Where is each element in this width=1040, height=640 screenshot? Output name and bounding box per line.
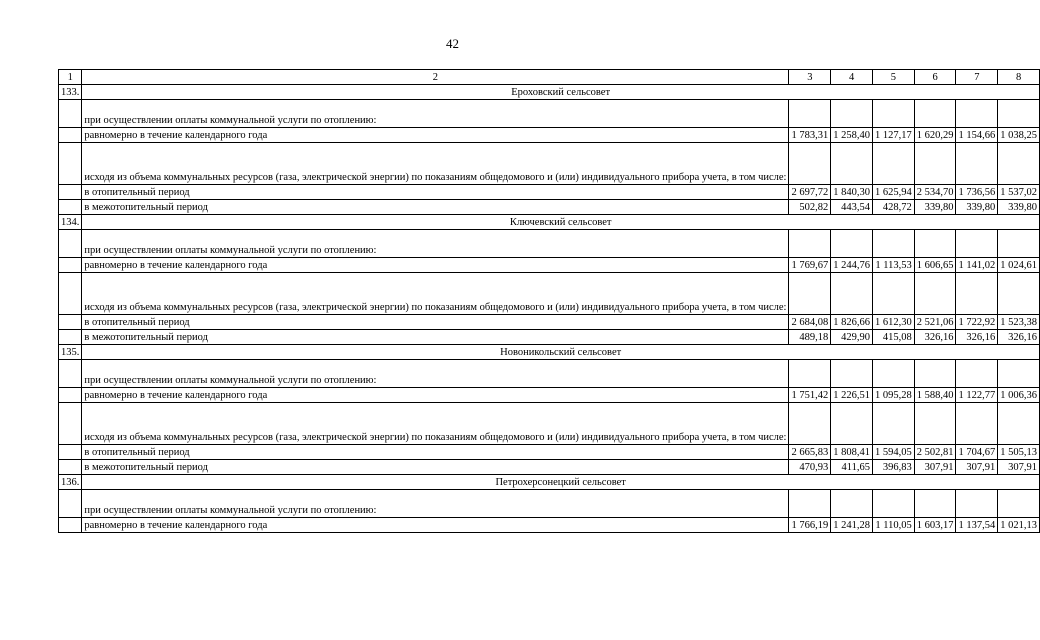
row-number-cell (59, 185, 82, 200)
tariff-value-col-6 (914, 143, 956, 185)
tariff-value-col-7 (956, 360, 998, 388)
tariff-value-col-6 (914, 490, 956, 518)
tariff-value-col-7: 1 141,02 (956, 258, 998, 273)
tariff-value-col-8 (998, 143, 1040, 185)
tariff-value-col-6 (914, 273, 956, 315)
table-row (59, 388, 1040, 403)
tariff-value-col-3 (789, 143, 831, 185)
tariff-value-col-5: 1 110,05 (872, 518, 914, 533)
row-number-cell (59, 273, 82, 315)
row-label: в отопительный период (82, 315, 789, 330)
tariff-value-col-7: 1 137,54 (956, 518, 998, 533)
column-number-3: 3 (789, 70, 831, 85)
tariff-value-col-5 (872, 230, 914, 258)
tariff-value-col-4: 1 241,28 (831, 518, 873, 533)
row-number-cell (59, 330, 82, 345)
table-row (59, 100, 1040, 128)
tariff-value-col-7 (956, 100, 998, 128)
tariff-value-col-3: 489,18 (789, 330, 831, 345)
table-row (59, 230, 1040, 258)
tariff-value-col-3: 470,93 (789, 460, 831, 475)
row-number-cell (59, 518, 82, 533)
page-number: 42 (446, 36, 459, 51)
table-row (59, 490, 1040, 518)
tariff-value-col-4: 1 826,66 (831, 315, 873, 330)
tariff-value-col-7: 326,16 (956, 330, 998, 345)
tariff-value-col-8: 307,91 (998, 460, 1040, 475)
tariff-value-col-4: 1 244,76 (831, 258, 873, 273)
row-number-cell (59, 230, 82, 258)
tariff-value-col-8: 1 523,38 (998, 315, 1040, 330)
tariff-value-col-5: 1 625,94 (872, 185, 914, 200)
row-number-cell (59, 460, 82, 475)
tariff-value-col-8: 339,80 (998, 200, 1040, 215)
section-number: 135. (59, 345, 82, 360)
tariff-value-col-4 (831, 490, 873, 518)
row-number-cell (59, 258, 82, 273)
table-row (59, 518, 1040, 533)
tariff-value-col-8: 1 024,61 (998, 258, 1040, 273)
tariff-value-col-3 (789, 230, 831, 258)
tariff-value-col-3 (789, 490, 831, 518)
tariff-value-col-8 (998, 230, 1040, 258)
row-label: при осуществлении оплаты коммунальной услуги по отоплению: (82, 360, 789, 388)
column-number-8: 8 (998, 70, 1040, 85)
tariff-value-col-3 (789, 360, 831, 388)
tariff-table-body (59, 70, 1040, 533)
row-label: равномерно в течение календарного года (82, 258, 789, 273)
tariff-value-col-5: 396,83 (872, 460, 914, 475)
tariff-value-col-8: 1 505,13 (998, 445, 1040, 460)
tariff-value-col-6: 2 502,81 (914, 445, 956, 460)
row-number-cell (59, 403, 82, 445)
row-number-cell (59, 128, 82, 143)
row-label: исходя из объема коммунальных ресурсов (газа, электрической энергии) по показаниям общедомового и (или) индивидуального прибора учета, в том числе: (82, 403, 789, 445)
table-row (59, 185, 1040, 200)
tariff-value-col-6 (914, 230, 956, 258)
tariff-value-col-3: 502,82 (789, 200, 831, 215)
tariff-value-col-3 (789, 100, 831, 128)
tariff-value-col-6 (914, 403, 956, 445)
tariff-value-col-5: 428,72 (872, 200, 914, 215)
tariff-value-col-7: 1 722,92 (956, 315, 998, 330)
row-number-cell (59, 445, 82, 460)
column-number-7: 7 (956, 70, 998, 85)
table-row (59, 445, 1040, 460)
tariff-value-col-8 (998, 490, 1040, 518)
tariff-value-col-4: 1 840,30 (831, 185, 873, 200)
row-number-cell (59, 360, 82, 388)
row-label: в межотопительный период (82, 330, 789, 345)
tariff-value-col-7 (956, 143, 998, 185)
tariff-value-col-3: 2 684,08 (789, 315, 831, 330)
tariff-value-col-5: 1 095,28 (872, 388, 914, 403)
tariff-value-col-5: 1 113,53 (872, 258, 914, 273)
section-title: Новоникольский сельсовет (82, 345, 1040, 360)
tariff-value-col-3: 1 783,31 (789, 128, 831, 143)
tariff-value-col-6: 1 620,29 (914, 128, 956, 143)
row-label: в отопительный период (82, 185, 789, 200)
tariff-value-col-5 (872, 273, 914, 315)
tariff-value-col-3: 1 751,42 (789, 388, 831, 403)
table-row (59, 460, 1040, 475)
tariff-value-col-4: 411,65 (831, 460, 873, 475)
tariff-value-col-8: 1 021,13 (998, 518, 1040, 533)
tariff-value-col-7: 1 704,67 (956, 445, 998, 460)
tariff-value-col-4: 1 808,41 (831, 445, 873, 460)
tariff-value-col-3 (789, 273, 831, 315)
table-row (59, 128, 1040, 143)
tariff-value-col-5: 1 594,05 (872, 445, 914, 460)
tariff-value-col-8: 326,16 (998, 330, 1040, 345)
tariff-value-col-8 (998, 403, 1040, 445)
tariff-value-col-5 (872, 403, 914, 445)
tariff-value-col-5: 1 612,30 (872, 315, 914, 330)
row-label: при осуществлении оплаты коммунальной услуги по отоплению: (82, 490, 789, 518)
row-label: при осуществлении оплаты коммунальной услуги по отоплению: (82, 100, 789, 128)
row-number-cell (59, 315, 82, 330)
tariff-value-col-7 (956, 230, 998, 258)
section-title: Петрохерсонецкий сельсовет (82, 475, 1040, 490)
section-number: 133. (59, 85, 82, 100)
tariff-value-col-3: 1 769,67 (789, 258, 831, 273)
tariff-value-col-3 (789, 403, 831, 445)
column-number-1: 1 (59, 70, 82, 85)
tariff-value-col-6: 2 534,70 (914, 185, 956, 200)
row-number-cell (59, 490, 82, 518)
tariff-value-col-7: 1 154,66 (956, 128, 998, 143)
section-row (59, 345, 1040, 360)
tariff-value-col-7: 339,80 (956, 200, 998, 215)
tariff-value-col-8 (998, 360, 1040, 388)
row-label: равномерно в течение календарного года (82, 128, 789, 143)
tariff-value-col-6: 2 521,06 (914, 315, 956, 330)
tariff-value-col-8: 1 038,25 (998, 128, 1040, 143)
table-row (59, 200, 1040, 215)
tariff-value-col-5 (872, 143, 914, 185)
tariff-value-col-6: 326,16 (914, 330, 956, 345)
row-label: исходя из объема коммунальных ресурсов (газа, электрической энергии) по показаниям общедомового и (или) индивидуального прибора учета, в том числе: (82, 143, 789, 185)
section-row (59, 475, 1040, 490)
tariff-value-col-5 (872, 490, 914, 518)
tariff-value-col-6: 339,80 (914, 200, 956, 215)
tariff-value-col-8: 1 006,36 (998, 388, 1040, 403)
tariff-value-col-8 (998, 273, 1040, 315)
tariff-value-col-3: 1 766,19 (789, 518, 831, 533)
table-row (59, 143, 1040, 185)
tariff-value-col-7: 1 736,56 (956, 185, 998, 200)
tariff-value-col-6 (914, 360, 956, 388)
tariff-value-col-7 (956, 403, 998, 445)
tariff-value-col-5: 415,08 (872, 330, 914, 345)
section-number: 136. (59, 475, 82, 490)
tariff-value-col-4: 1 258,40 (831, 128, 873, 143)
tariff-value-col-3: 2 697,72 (789, 185, 831, 200)
table-row (59, 403, 1040, 445)
tariff-value-col-4: 429,90 (831, 330, 873, 345)
row-label: при осуществлении оплаты коммунальной услуги по отоплению: (82, 230, 789, 258)
tariff-value-col-4 (831, 273, 873, 315)
table-row (59, 360, 1040, 388)
column-number-6: 6 (914, 70, 956, 85)
row-number-cell (59, 388, 82, 403)
tariff-value-col-4 (831, 360, 873, 388)
tariff-value-col-7: 1 122,77 (956, 388, 998, 403)
tariff-value-col-4 (831, 403, 873, 445)
tariff-value-col-5 (872, 100, 914, 128)
tariff-table (58, 69, 1040, 533)
table-row (59, 273, 1040, 315)
tariff-value-col-7 (956, 273, 998, 315)
column-number-5: 5 (872, 70, 914, 85)
column-number-2: 2 (82, 70, 789, 85)
row-label: в межотопительный период (82, 200, 789, 215)
tariff-value-col-4 (831, 100, 873, 128)
row-number-cell (59, 100, 82, 128)
tariff-value-col-6: 1 588,40 (914, 388, 956, 403)
column-number-4: 4 (831, 70, 873, 85)
section-row (59, 215, 1040, 230)
tariff-value-col-7 (956, 490, 998, 518)
row-label: в отопительный период (82, 445, 789, 460)
table-row (59, 315, 1040, 330)
row-label: в межотопительный период (82, 460, 789, 475)
table-row (59, 330, 1040, 345)
tariff-value-col-3: 2 665,83 (789, 445, 831, 460)
column-number-row (59, 70, 1040, 85)
table-row (59, 258, 1040, 273)
tariff-value-col-6: 307,91 (914, 460, 956, 475)
section-title: Ероховский сельсовет (82, 85, 1040, 100)
tariff-value-col-4: 1 226,51 (831, 388, 873, 403)
tariff-value-col-7: 307,91 (956, 460, 998, 475)
row-number-cell (59, 200, 82, 215)
tariff-value-col-4 (831, 230, 873, 258)
tariff-value-col-8 (998, 100, 1040, 128)
row-label: равномерно в течение календарного года (82, 388, 789, 403)
row-number-cell (59, 143, 82, 185)
row-label: исходя из объема коммунальных ресурсов (газа, электрической энергии) по показаниям общедомового и (или) индивидуального прибора учета, в том числе: (82, 273, 789, 315)
tariff-value-col-6: 1 606,65 (914, 258, 956, 273)
tariff-value-col-6: 1 603,17 (914, 518, 956, 533)
section-title: Ключевский сельсовет (82, 215, 1040, 230)
tariff-value-col-4 (831, 143, 873, 185)
tariff-value-col-6 (914, 100, 956, 128)
section-number: 134. (59, 215, 82, 230)
section-row (59, 85, 1040, 100)
tariff-value-col-5: 1 127,17 (872, 128, 914, 143)
tariff-value-col-8: 1 537,02 (998, 185, 1040, 200)
tariff-value-col-4: 443,54 (831, 200, 873, 215)
tariff-value-col-5 (872, 360, 914, 388)
row-label: равномерно в течение календарного года (82, 518, 789, 533)
